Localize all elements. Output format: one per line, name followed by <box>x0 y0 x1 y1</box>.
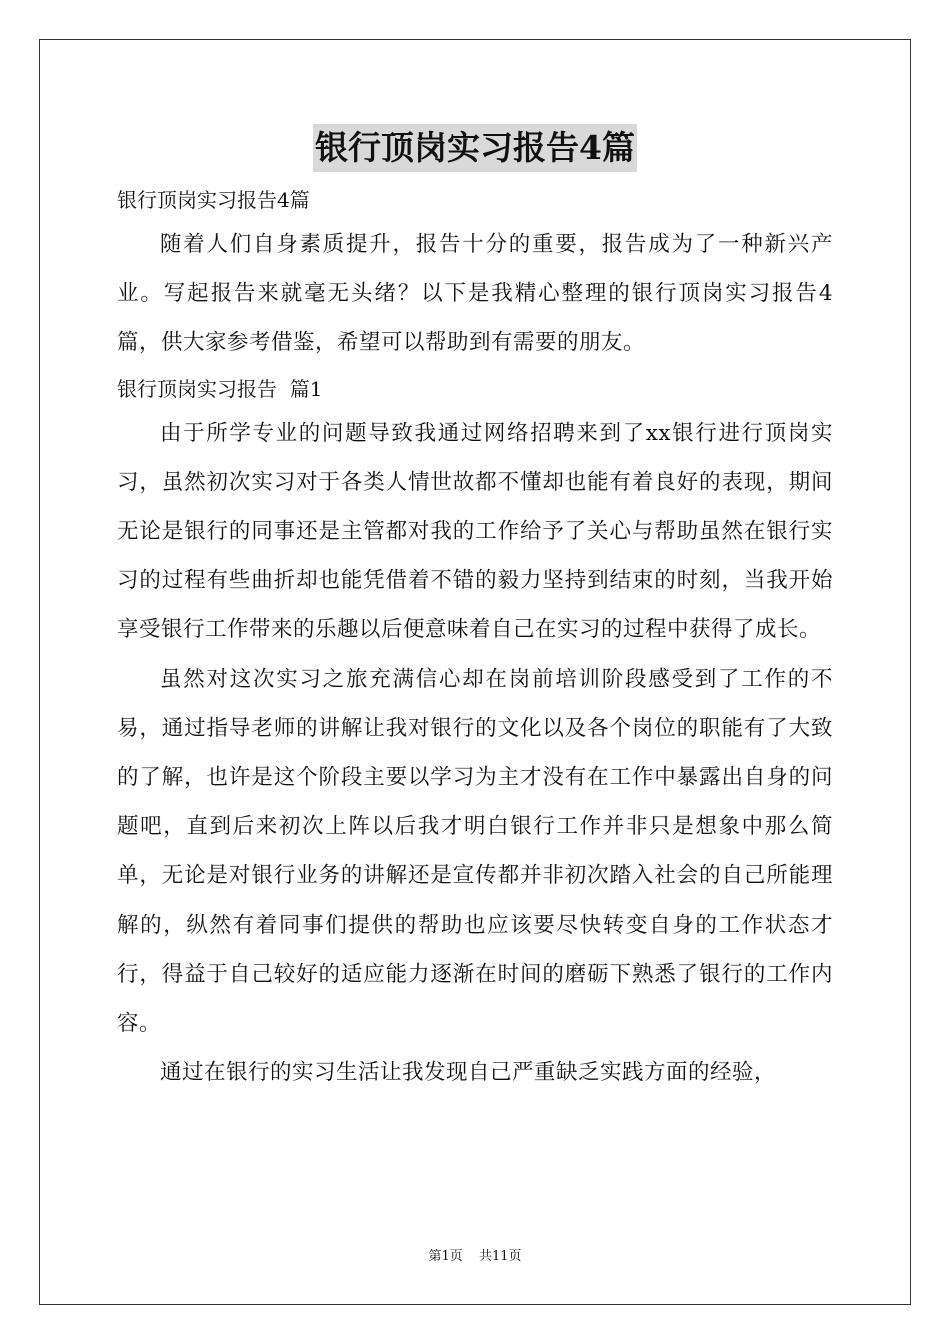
page-total: 共11页 <box>478 1249 522 1264</box>
title-container <box>0 124 950 172</box>
document-subtitle: 银行顶岗实习报告4篇 <box>117 188 310 212</box>
body-paragraph-2: 虽然对这次实习之旅充满信心却在岗前培训阶段感受到了工作的不易，通过指导老师的讲解让我对银行的文化以及各个岗位的职能有了大致的了解，也许是这个阶段主要以学习为主才没有在工作中暴露出自身的问题吧，直到后来初次上阵以后我才明白银行工作并非只是想象中那么简单，无论是对银行业务的讲解还是宣传都并非初次踏入社会的自己所能理解的，纵然有着同事们提供的帮助也应该要尽快转变自身的工作状态才行，得益于自己较好的适应能力逐渐在时间的磨砺下熟悉了银行的工作内容。 <box>117 666 833 1037</box>
section-heading: 银行顶岗实习报告 篇1 <box>117 376 323 401</box>
body-paragraph-1: 由于所学专业的问题导致我通过网络招聘来到了xx银行进行顶岗实习，虽然初次实习对于各类人情世故都不懂却也能有着良好的表现，期间无论是银行的同事还是主管都对我的工作给予了关心与帮助虽然在银行实习的过程有些曲折却也能凭借着不错的毅力坚持到结束的时刻，当我开始享受银行工作带来的乐趣以后便意味着自己在实习的过程中获得了成长。 <box>117 420 833 643</box>
body-paragraph-3: 通过在银行的实习生活让我发现自己严重缺乏实践方面的经验， <box>160 1060 777 1086</box>
document-body <box>117 180 833 1097</box>
intro-paragraph: 随着人们自身素质提升，报告十分的重要，报告成为了一种新兴产业。写起报告来就毫无头绪？以下是我精心整理的银行顶岗实习报告4篇，供大家参考借鉴，希望可以帮助到有需要的朋友。 <box>117 232 833 356</box>
page-footer <box>0 1247 950 1267</box>
document-title: 银行顶岗实习报告4篇 <box>313 124 637 172</box>
page-number: 第1页 <box>428 1249 463 1264</box>
